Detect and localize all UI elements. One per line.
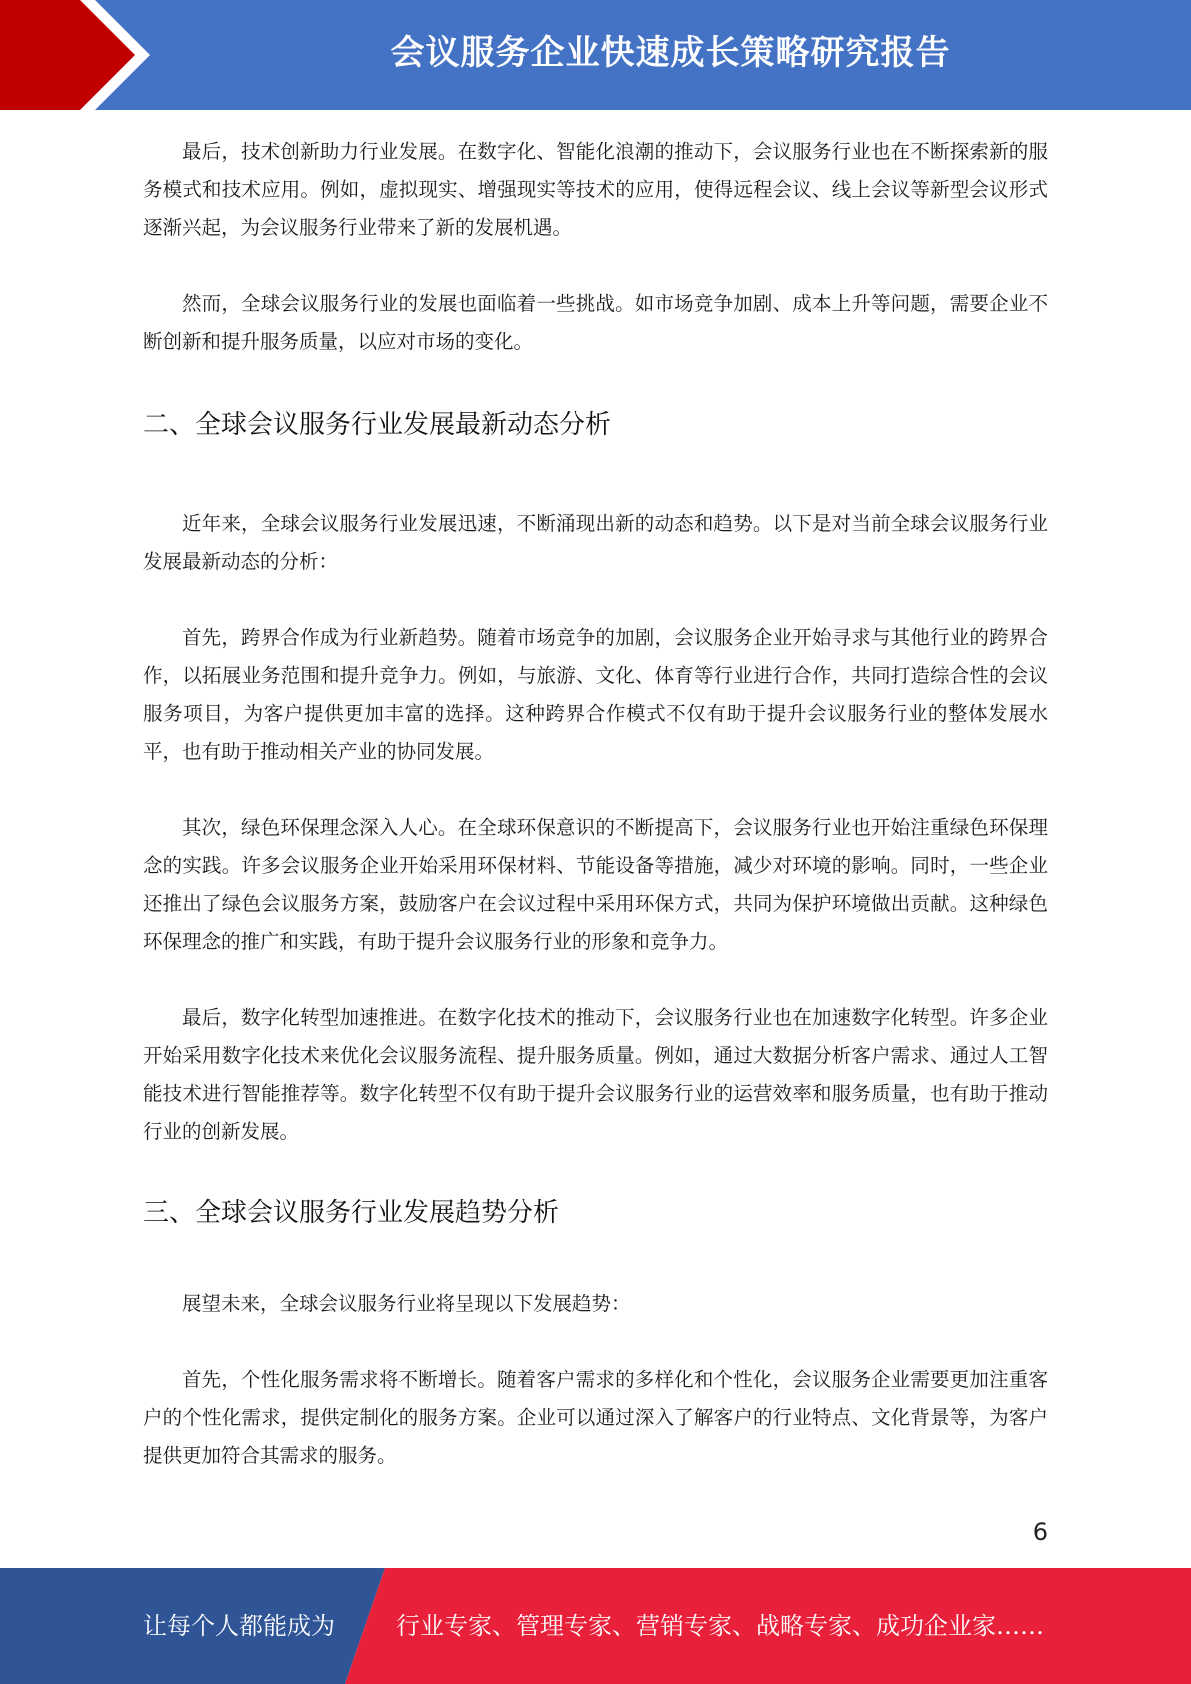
paragraph: 最后，技术创新助力行业发展。在数字化、智能化浪潮的推动下，会议服务行业也在不断探索新的服务模式和技术应用。例如，虚拟现实、增强现实等技术的应用，使得远程会议、线上会议等新型会议形式逐渐兴起，为会议服务行业带来了新的发展机遇。	[143, 140, 1048, 239]
paragraph: 其次，绿色环保理念深入人心。在全球环保意识的不断提高下，会议服务行业也开始注重绿色环保理念的实践。许多会议服务企业开始采用环保材料、节能设备等措施，减少对环境的影响。同时，一些企业还推出了绿色会议服务方案，鼓励客户在会议过程中采用环保方式，共同为保护环境做出贡献。这种绿色环保理念的推广和实践，有助于提升会议服务行业的形象和竞争力。	[143, 816, 1048, 953]
paragraph: 展望未来，全球会议服务行业将呈现以下发展趋势：	[182, 1292, 631, 1315]
paragraph: 然而，全球会议服务行业的发展也面临着一些挑战。如市场竞争加剧、成本上升等问题，需要企业不断创新和提升服务质量，以应对市场的变化。	[143, 292, 1048, 353]
paragraph: 最后，数字化转型加速推进。在数字化技术的推动下，会议服务行业也在加速数字化转型。许多企业开始采用数字化技术来优化会议服务流程、提升服务质量。例如，通过大数据分析客户需求、通过人工智能技术进行智能推荐等。数字化转型不仅有助于提升会议服务行业的运营效率和服务质量，也有助于推动行业的创新发展。	[143, 1006, 1048, 1143]
page-number: 6	[1032, 1518, 1048, 1546]
paragraph: 首先，跨界合作成为行业新趋势。随着市场竞争的加剧，会议服务企业开始寻求与其他行业的跨界合作，以拓展业务范围和提升竞争力。例如，与旅游、文化、体育等行业进行合作，共同打造综合性的会议服务项目，为客户提供更加丰富的选择。这种跨界合作模式不仅有助于提升会议服务行业的整体发展水平，也有助于推动相关产业的协同发展。	[143, 626, 1048, 763]
section-heading: 二、全球会议服务行业发展最新动态分析	[143, 410, 612, 440]
document-body	[143, 133, 1048, 1513]
footer-slogan-left: 让每个人都能成为	[143, 1612, 335, 1640]
paragraph: 近年来，全球会议服务行业发展迅速，不断涌现出新的动态和趋势。以下是对当前全球会议服务行业发展最新动态的分析：	[143, 512, 1048, 573]
paragraph: 首先，个性化服务需求将不断增长。随着客户需求的多样化和个性化，会议服务企业需要更加注重客户的个性化需求，提供定制化的服务方案。企业可以通过深入了解客户的行业特点、文化背景等，为客户提供更加符合其需求的服务。	[143, 1368, 1048, 1467]
section-heading: 三、全球会议服务行业发展趋势分析	[143, 1198, 560, 1228]
page-header	[0, 0, 1191, 110]
report-title: 会议服务企业快速成长策略研究报告	[390, 33, 951, 73]
footer-slogan-right: 行业专家、管理专家、营销专家、战略专家、成功企业家……	[396, 1612, 1044, 1640]
page-footer	[0, 1568, 1191, 1684]
